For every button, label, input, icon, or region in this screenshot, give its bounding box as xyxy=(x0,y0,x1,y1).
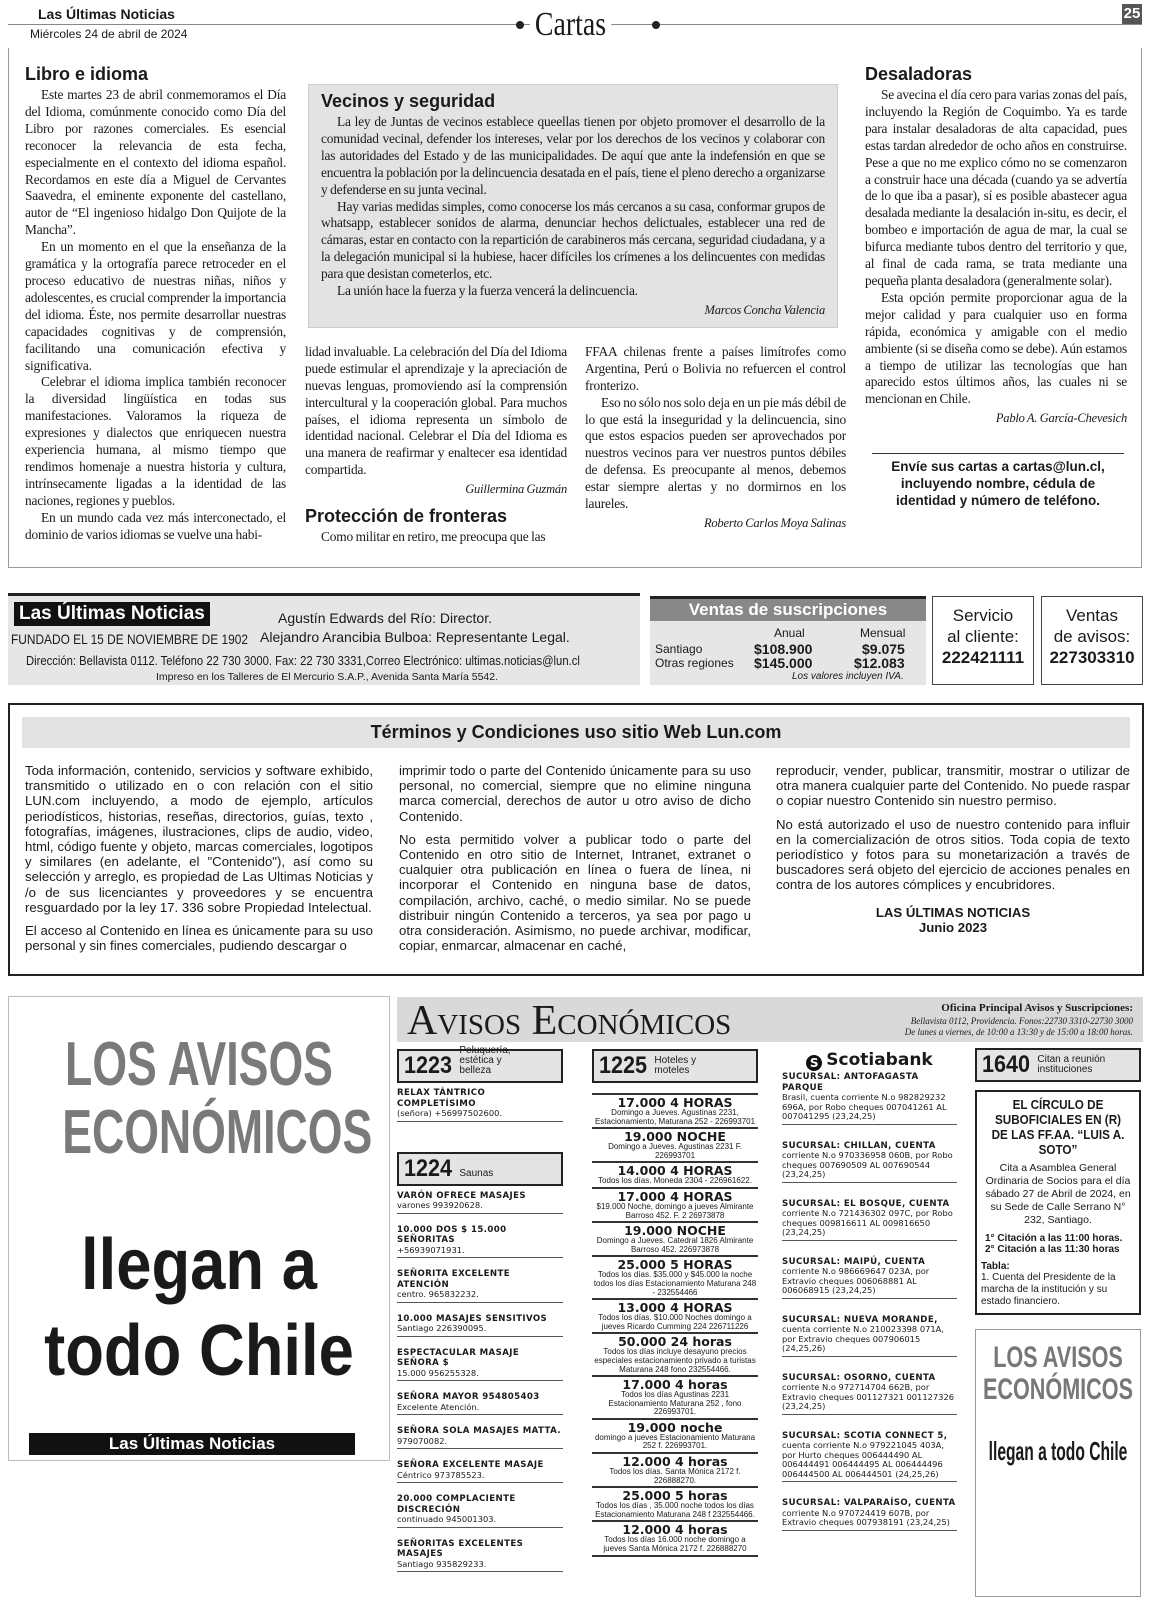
classified-ad xyxy=(782,1498,957,1531)
promo-text: LOS AVISOS xyxy=(993,1341,1123,1374)
ad-headline: SUCURSAL: NUEVA MORANDE, xyxy=(782,1314,938,1325)
label: de avisos: xyxy=(1053,627,1131,646)
price-monthly: $12.083 xyxy=(854,655,905,671)
classified-ad xyxy=(782,1315,957,1357)
ad-headline: SUCURSAL: ANTOFAGASTA PARQUE xyxy=(782,1072,919,1093)
scotiabank-logo xyxy=(782,1050,957,1072)
classified-ad xyxy=(592,1257,758,1300)
avisos-header xyxy=(397,997,1143,1042)
bank-name: Scotiabank xyxy=(826,1050,933,1070)
letter-author: Guillermina Guzmán xyxy=(465,482,567,497)
classified-ad xyxy=(397,1225,563,1259)
ad-body: Todos los días incluye desayuno precios especiales estacionamiento privado a turistas Maturana 248 fono 232554466. xyxy=(594,1347,756,1374)
ad-headline: 50.000 24 horas xyxy=(618,1334,732,1350)
ad-headline: ESPECTACULAR MASAJE SEÑORA $ xyxy=(397,1347,520,1368)
price-annual: $108.900 xyxy=(754,641,813,657)
ad-body: corriente N.o 970336958 060B, por Robo cheques 007690509 AL 007690544 (23,24,25) xyxy=(782,1150,953,1179)
label: Servicio xyxy=(952,606,1014,625)
founded-date: FUNDADO EL 15 DE NOVIEMBRE DE 1902 xyxy=(11,631,248,647)
avisos-small-promo xyxy=(975,1329,1141,1597)
notice-table-title: Tabla: xyxy=(981,1261,1010,1272)
section-1223-header xyxy=(397,1045,563,1083)
ad-body: continuado 945001303. xyxy=(397,1514,497,1524)
ad-headline: SEÑORA EXCELENTE MASAJE xyxy=(397,1460,544,1470)
classified-ad xyxy=(592,1454,758,1488)
list xyxy=(397,1088,563,1122)
section-1640-header xyxy=(975,1048,1141,1082)
ad-body: corriente N.o 721436302 097C, por Robo cheques 009816611 AL 009816650 (23,24,25) xyxy=(782,1208,953,1237)
ad-body: varones 993920628. xyxy=(397,1200,483,1210)
bullet-icon xyxy=(652,21,660,29)
classifieds-col-4 xyxy=(975,1048,1141,1597)
ad-headline: 12.000 4 horas xyxy=(622,1454,728,1470)
terms-paragraph: imprimir todo o parte del Contenido únicamente para su uso personal, no comercial, siempre que no elimine ninguna marca comercial, derechos de autor u otro aviso de dicho Contenido. xyxy=(399,763,751,824)
ad-body: corriente N.o 986669647 023A, por Extravio cheques 006068881 AL 006068915 (23,24,25) xyxy=(782,1266,930,1295)
promo-text: llegan a xyxy=(81,1225,317,1305)
avisos-promo-ad xyxy=(8,996,390,1461)
page-number: 25 xyxy=(1123,5,1141,22)
list xyxy=(865,87,1127,408)
classified-ad xyxy=(592,1223,758,1257)
ad-headline: SUCURSAL: MAIPÚ, CUENTA xyxy=(782,1256,926,1267)
ad-body: Todos los días. $35.000 y $45.000 la noche todos los días Estacionamiento Maturana 248 - 232554466 xyxy=(593,1270,757,1297)
letter-title: Desaladoras xyxy=(865,64,973,84)
director: Agustín Edwards del Río: Director. xyxy=(278,610,492,626)
ad-headline: SUCURSAL: VALPARAÍSO, CUENTA xyxy=(782,1498,956,1508)
ad-body: corriente N.o 970724419 607B, por Extravio cheques 007938191 (23,24,25) xyxy=(782,1507,950,1527)
ad-sales-box xyxy=(1041,596,1143,685)
ad-headline: 13.000 4 HORAS xyxy=(617,1300,733,1316)
ad-headline: SEÑORA MAYOR 954805403 xyxy=(397,1392,540,1402)
letter-paragraph: Se avecina el día cero para varias zonas del país, incluyendo la Región de Coquimbo. Ya es tarde para instalar desaladoras de alta capacidad, pues estas tardan alrededor de ocho años en construirse. Pese a que no me explico cómo no se comenzaron a construir hace una década (cuando ya se advertía de lo que iba a pasar), sí es posible abastecer agua desalada mediante la desalación in-situ, es decir, el bombeo e importación de agua de mar, la cual se bifurca mediante tubos dentro del territorio y que, al final de cada rama, se trata mediante una pequeña planta desaladora (generalmente solar). xyxy=(865,87,1127,288)
list xyxy=(585,344,846,513)
classified-ad xyxy=(592,1163,758,1189)
classifieds-col-3 xyxy=(782,1050,957,1547)
terms-col3 xyxy=(776,763,1130,935)
section-number: 1225 xyxy=(599,1052,648,1079)
classified-ad xyxy=(397,1539,563,1573)
promo-text: ECONÓMICOS xyxy=(62,1098,373,1167)
letter-paragraph: Como militar en retiro, me preocupa que las xyxy=(321,529,546,545)
notice-first-call: 1° Citación a las 11:00 horas. xyxy=(985,1233,1123,1244)
price-annual: $145.000 xyxy=(754,655,813,671)
send-letters-note: Envíe sus cartas a cartas@lun.cl, incluyendo nombre, cédula de identidad y número de teléfono. xyxy=(872,453,1124,509)
letter-paragraph: Eso no sólo nos solo deja en un pie más débil de lo que está la inseguridad y la delincuencia, sino que estos espacios pueden ser aprovechados por nuestros vecinos para ver nuestros puntos débiles de defensa. Es preocupante al menos, debemos estar siempre alertas y no dormirnos en los laureles. xyxy=(585,394,846,512)
notice-title: EL CÍRCULO DE SUBOFICIALES EN (R) DE LAS FF.AA. “LUIS A. SOTO” xyxy=(991,1097,1125,1157)
letter-libro-idioma xyxy=(25,64,286,543)
classified-ad xyxy=(592,1420,758,1454)
ad-body: 979070082. xyxy=(397,1435,448,1446)
letter-libro-continuation xyxy=(305,344,567,546)
ad-body: (señora) +56997502600. xyxy=(397,1108,503,1118)
letter-paragraph: Celebrar el idioma implica también reconocer la diversidad lingüística en todas sus manifestaciones. Valoramos la riqueza de expresiones y dialectos que enriquecen nuestra experiencia humana, al mismo tiempo que rendimos homenaje a nuestra historia y cultura, intrínsecamente ligadas a la identidad de las naciones, regiones y pueblos. xyxy=(25,374,286,508)
ad-headline: 25.000 5 horas xyxy=(622,1488,728,1504)
letters-middle-area xyxy=(305,84,846,546)
classified-ad xyxy=(592,1095,758,1129)
notice-second-call: 2° Citación a las 11:30 horas xyxy=(985,1244,1120,1255)
list xyxy=(399,763,751,961)
classified-ad xyxy=(592,1522,758,1556)
ad-headline: 19.000 noche xyxy=(627,1419,723,1435)
vat-note: Los valores incluyen IVA. xyxy=(792,671,904,682)
label: al cliente: xyxy=(947,627,1019,646)
header-date: Miércoles 24 de abril de 2024 xyxy=(30,27,188,41)
header-brand: Las Últimas Noticias xyxy=(38,6,175,22)
terms-paragraph: reproducir, vender, publicar, transmitir, mostrar o utilizar de otra manera cualquier parte del Contenido. No puede raspar o copiar nuestro Contenido sin nuestro permiso. xyxy=(776,763,1130,809)
list xyxy=(25,87,286,543)
ad-body: centro. 965832232. xyxy=(397,1289,479,1299)
region: Santiago xyxy=(655,642,703,656)
notice-circulo-suboficiales xyxy=(975,1090,1141,1315)
ad-body: Domingo a Jueves. Agustinas 2231, Estacionamiento, Maturana 252 - 226993701 xyxy=(594,1108,756,1126)
section-1225-header xyxy=(592,1049,758,1083)
letter-author: Roberto Carlos Moya Salinas xyxy=(703,515,846,530)
terms-box xyxy=(8,703,1144,976)
section-label: Saunas xyxy=(459,1167,494,1179)
ad-headline: VARÓN OFRECE MASAJES xyxy=(397,1190,526,1201)
printed-by: Impreso en los Talleres de El Mercurio S.A.P., Avenida Santa María 5542. xyxy=(156,671,499,683)
ad-body: 15.000 956255328. xyxy=(397,1367,479,1378)
letter-author: Marcos Concha Valencia xyxy=(704,302,825,317)
ad-body: Todos los días Agustinas 2231 Estacionamiento Maturana 252 , fono 226993701. xyxy=(608,1390,742,1417)
ad-headline: SUCURSAL: CHILLAN, CUENTA xyxy=(782,1140,936,1151)
list xyxy=(321,114,825,300)
section-number: 1224 xyxy=(404,1154,453,1182)
letter-paragraph: FFAA chilenas frente a países limítrofes como Argentina, Perú o Bolivia no refuercen el control fronterizo. xyxy=(585,343,846,393)
promo-line xyxy=(62,1030,373,1167)
ad-headline: 10.000 MASAJES SENSITIVOS xyxy=(397,1313,548,1324)
ad-body: Excelente Atención. xyxy=(397,1401,480,1412)
classified-ad xyxy=(782,1199,957,1241)
letter-author: Pablo A. García-Chevesich xyxy=(995,411,1127,426)
classified-ad xyxy=(592,1488,758,1522)
region: Otras regiones xyxy=(655,656,734,670)
letters-middle-columns xyxy=(305,344,846,546)
classified-ad xyxy=(592,1189,758,1223)
terms-paragraph: No esta permitido volver a publicar todo o parte del Contenido en otro sitio de Internet, Intranet, extranet o cualquier otra publicación en línea o fuera de línea, ni incorporar el Contenido en ninguna base de datos, compilación, archivo, caché, o medio similar. No se puede distribuir ningún Contenido a terceros, ya sea por pago u otra consideración. Asimismo, no puede archivar, modificar, copiar, enmarcar, almacenar en caché, xyxy=(399,831,751,954)
bullet-icon xyxy=(516,21,524,29)
col-annual: Anual xyxy=(774,626,805,640)
classified-ad xyxy=(397,1191,563,1214)
classified-ad xyxy=(592,1300,758,1334)
classified-ad xyxy=(397,1392,563,1415)
section-title: Cartas xyxy=(530,6,611,44)
classified-ad xyxy=(397,1426,563,1449)
section-1224-header xyxy=(397,1152,563,1186)
ad-headline: RELAX TÁNTRICO COMPLETÍSIMO xyxy=(397,1088,486,1109)
section-label: Citan a reunión instituciones xyxy=(1037,1054,1106,1075)
ad-headline: 17.000 4 HORAS xyxy=(617,1095,733,1110)
promo-text: llegan a todo Chile xyxy=(988,1436,1128,1466)
ad-body: $19.000 Noche, domingo a jueves Almirante Barroso 452. F. 2 26973878 xyxy=(596,1201,754,1220)
notice-body: Cita a Asamblea General Ordinaria de Socios para el día sábado 27 de Abril de 2024, en su Sede de Calle Serrano N° 232, Santiago. xyxy=(985,1162,1131,1226)
classified-ad xyxy=(397,1348,563,1382)
ad-body: Todos los días , 35.000 noche todos los días Estacionamiento Maturana 248 f 232554466. xyxy=(595,1501,755,1519)
promo-footer-logo: Las Últimas Noticias xyxy=(29,1433,355,1455)
terms-paragraph: No está autorizado el uso de nuestro contenido para influir en la comercialización de otros sitios. Toda copia de texto periodístico y fotos para su monetarización a través de buscadores será objeto del ejercicio de acciones penales en contra de los autores cómplices y encubridores. xyxy=(776,816,1130,893)
section-label: Peluquería, estética y belleza xyxy=(459,1045,511,1076)
legal-representative: Alejandro Arancibia Bulboa: Representante Legal. xyxy=(260,629,570,645)
avisos-title: Avisos Económicos xyxy=(407,998,732,1044)
letter-paragraph: Esta opción permite proporcionar agua de la mejor calidad y para cualquier uso en forma rápida, económica y amigable con el medio ambiente (si se diseña como se debe). Aún estamos a tiempo de utilizar las tecnologías que han aparecido estos últimos años, las cuales ni se mencionan en Chile. xyxy=(865,289,1127,407)
letter-paragraph: La unión hace la fuerza y la fuerza vencerá la delincuencia. xyxy=(337,283,638,299)
list xyxy=(25,763,373,961)
classified-ad xyxy=(592,1377,758,1420)
letter-title: Vecinos y seguridad xyxy=(321,91,496,111)
ad-body: Todos los días. $10.000 Noches domingo a jueves Ricardo Cumming 224 226711226 xyxy=(598,1313,752,1331)
terms-signature: LAS ÚLTIMAS NOTICIAS xyxy=(875,904,1031,920)
ad-headline: SUCURSAL: SCOTIA CONNECT 5, xyxy=(782,1430,948,1441)
scotiabank-icon: S xyxy=(806,1055,822,1071)
list xyxy=(397,1191,563,1573)
promo-text: LOS AVISOS xyxy=(65,1030,333,1099)
masthead xyxy=(8,593,640,685)
promo-slogan xyxy=(32,1222,366,1394)
customer-service-box xyxy=(932,596,1034,685)
letter-paragraph: Este martes 23 de abril conmemoramos el Día del Idioma, comúnmente conocido como Día del Libro por razones comerciales. Es esencial reconocer la relevancia de esta fecha, especialmente en el contexto del idioma español. Recordamos en este día a Miguel de Cervantes Saavedra, el eminente exponente del castellano, autor de “El ingenioso hidalgo Don Quijote de la Mancha”. xyxy=(25,87,286,238)
terms-title: Términos y Condiciones uso sitio Web Lun.com xyxy=(22,717,1130,748)
ad-headline: 17.000 4 horas xyxy=(622,1377,728,1393)
address: Dirección: Bellavista 0112. Teléfono 22 730 3000. Fax: 22 730 3331,Correo Electrónico: ultimas.noticias@lun.cl xyxy=(26,654,580,668)
section-number: 1640 xyxy=(982,1051,1031,1078)
classified-ad xyxy=(397,1494,563,1528)
ad-body: +56939071931. xyxy=(397,1244,465,1255)
letter-paragraph: La ley de Juntas de vecinos establece queellas tienen por objeto promover el desarrollo de la comunidad vecinal, defender los intereses, velar por los derechos de los vecinos y colaborar con las autoridades del Estado y de las municipalidades. De aquí que ante la indefensión en que se encuentra la población por la delincuencia desatada en el país, tiene el pleno derecho a organizarse y defenderse en su junta vecinal. xyxy=(321,114,825,197)
notice-table-item: 1. Cuenta del Presidente de la marcha de la institución y su estado financiero. xyxy=(981,1272,1116,1307)
classified-ad xyxy=(592,1334,758,1377)
ad-body: corriente N.o 972714704 662B, por Extravio cheques 001127321 001127326 (23,24,25) xyxy=(782,1382,954,1411)
col-monthly: Mensual xyxy=(860,626,906,640)
ad-body: Todos los días 16.000 noche domingo a jueves Santa Mónica 2172 f. 226888270 xyxy=(603,1535,747,1554)
label: Ventas xyxy=(1066,606,1118,625)
subscriptions-box xyxy=(650,596,926,685)
ad-body: Todos los días. Moneda 2304 - 226961622. xyxy=(598,1176,752,1186)
ad-headline: SUCURSAL: OSORNO, CUENTA xyxy=(782,1372,936,1383)
ad-headline: 12.000 4 horas xyxy=(622,1522,728,1538)
letter-title: Protección de fronteras xyxy=(305,506,508,527)
price-monthly: $9.075 xyxy=(862,641,905,657)
letter-paragraph: En un momento en el que la enseñanza de la gramática y la ortografía parece retroceder en el proceso educativo de nuestras niñas, niños y adolescentes, es crucial comprender la importancia del idioma. Éste, nos permite desarrollar nuestras capacidades cognitivas y de comprensión, facilitando una comunicación efectiva y significativa. xyxy=(25,239,286,373)
list xyxy=(782,1072,957,1531)
ad-body: cuenta corriente N.o 979221045 403A, por Hurto cheques 006444490 AL 006444491 006444495 AL 006444496 006444500 AL 006444501 (24,25,26) xyxy=(782,1440,944,1479)
customer-service-phone[interactable]: 222421111 xyxy=(941,648,1025,667)
ad-headline: 10.000 DOS $ 15.000 SEÑORITAS xyxy=(397,1224,507,1245)
ad-headline: 14.000 4 HORAS xyxy=(617,1163,733,1179)
ad-headline: SEÑORA SOLA MASAJES MATTA. xyxy=(397,1426,561,1436)
promo-text: ECONÓMICOS xyxy=(982,1373,1134,1406)
classified-ad xyxy=(782,1373,957,1415)
office-title: Oficina Principal Avisos y Suscripciones: xyxy=(941,1002,1133,1014)
letter-paragraph: En un mundo cada vez más interconectado, el dominio de varios idiomas se vuelve una habi- xyxy=(25,509,286,542)
letter-fronteras-continuation xyxy=(585,344,846,546)
letter-title: Libro e idioma xyxy=(25,64,149,84)
ad-body: Brasil, cuenta corriente N.o 982829232 696A, por Robo cheques 007041261 AL 007041295 (23,24,25) xyxy=(782,1092,947,1121)
ad-headline: SEÑORITAS EXCELENTES MASAJES xyxy=(397,1538,524,1559)
ad-headline: SUCURSAL: EL BOSQUE, CUENTA xyxy=(782,1198,950,1209)
ad-body: domingo a jueves Estacionamiento Maturana 252 f. 226993701. xyxy=(594,1432,756,1451)
letter-desaladoras xyxy=(865,64,1127,509)
terms-date: Junio 2023 xyxy=(918,919,988,935)
classified-ad xyxy=(397,1088,563,1122)
section-number: 1223 xyxy=(404,1052,453,1079)
ad-headline: SEÑORITA EXCELENTE ATENCIÓN xyxy=(397,1269,511,1290)
classifieds-col-1 xyxy=(397,1045,563,1583)
ad-body: Céntrico 973785523. xyxy=(397,1469,485,1480)
classified-ad xyxy=(782,1072,957,1125)
terms-paragraph: El acceso al Contenido en línea es únicamente para su uso personal y sin fines comerciales, pudiendo descargar o xyxy=(25,923,373,954)
promo-text: todo Chile xyxy=(44,1311,354,1391)
terms-paragraph: Toda información, contenido, servicios y software exhibido, transmitido o utilizado en o con relación con el sitio LUN.com incluyendo, a modo de ejemplo, artículos periodísticos, historias, reseñas, directorios, guías, texto , fotografías, imágenes, ilustraciones, clips de audio, video, html, código fuente y objeto, marcas comerciales, logotipos y similares (en adelante, el "Contenido"), así como su selección y arreglo, es propiedad de Las Ultimas Noticias y /o de sus licenciantes y proveedores y se encuentra resguardado por la ley 17. 336 sobre Propiedad Intelectual. xyxy=(25,763,373,915)
classified-ad xyxy=(592,1129,758,1163)
letter-vecinos-seguridad xyxy=(308,84,838,328)
ad-body: cuenta corriente N.o 210023398 071A, por Extravio cheques 007906015 (24,25,26) xyxy=(782,1324,944,1353)
ad-body: Santiago 935829233. xyxy=(397,1558,487,1569)
ad-body: Domingo a Jueves. Agustinas 2231 F. 226993701 xyxy=(608,1142,742,1160)
classified-ad xyxy=(397,1269,563,1303)
ad-headline: 25.000 5 HORAS xyxy=(617,1257,733,1273)
ad-sales-phone[interactable]: 227303310 xyxy=(1049,648,1135,667)
classifieds-col-2 xyxy=(592,1049,758,1557)
classified-ad xyxy=(782,1257,957,1299)
letter-paragraph: Hay varias medidas simples, como conocerse los más cercanos a su casa, conformar grupos de whatsapp, establecer sonidos de alarma, denunciar hechos delictuales, establecer una red de cámaras, estar en contacto con la repartición de carabineros más cercana, seguridad ciudadana, y a la delegación municipal si la hubiese, hacer difíciles los crímenes a los delincuentes con medidas para que desistan cometerlos, etc. xyxy=(321,198,825,282)
ad-headline: 19.000 NOCHE xyxy=(624,1223,726,1239)
list xyxy=(592,1093,758,1557)
letter-paragraph: lidad invaluable. La celebración del Día del Idioma puede estimular el aprendizaje y la apreciación de nuevas lenguas, promoviendo así la comprensión intercultural y la cooperación global. Para muchos países, el idioma representa un símbolo de identidad nacional. Celebrar el Día del Idioma es una manera de reafirmar y enaltecer esa identidad compartida. xyxy=(305,343,567,478)
subscriptions-title: Ventas de suscripciones xyxy=(650,599,926,621)
classified-ad xyxy=(782,1431,957,1483)
ad-body: Santiago 226390095. xyxy=(397,1323,487,1333)
classified-ad xyxy=(397,1314,563,1337)
ad-body: Todos los días. Santa Mónica 2172 f. 226888270. xyxy=(609,1467,741,1485)
masthead-logo: Las Últimas Noticias xyxy=(14,602,210,626)
ad-body: Domingo a Jueves. Catedral 1826 Almirante Barroso 452. 226973878 xyxy=(596,1236,754,1254)
classified-ad xyxy=(782,1141,957,1183)
list xyxy=(776,763,1130,893)
classified-ad xyxy=(397,1460,563,1483)
office-address: Bellavista 0112, Providencia. Fonos:22730 3310-22730 3000 xyxy=(910,1016,1133,1026)
section-label: Hoteles y moteles xyxy=(654,1055,697,1076)
ad-headline: 19.000 NOCHE xyxy=(624,1129,726,1145)
ad-headline: 17.000 4 HORAS xyxy=(617,1188,733,1204)
office-hours: De lunes a viernes, de 10:00 a 13:30 y de 15:00 a 18:00 horas. xyxy=(904,1027,1133,1037)
ad-headline: 20.000 COMPLACIENTE DISCRECIÓN xyxy=(397,1494,516,1515)
